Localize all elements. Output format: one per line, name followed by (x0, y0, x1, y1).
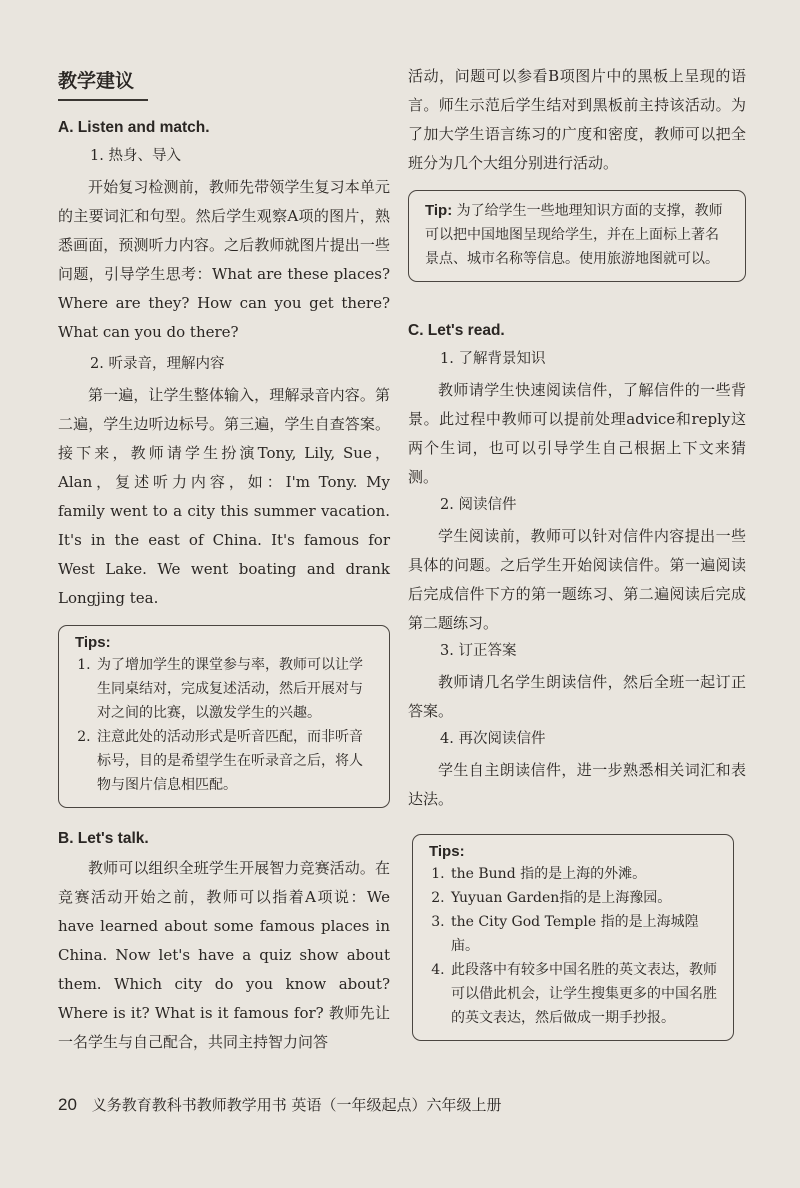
step-a2: 2. 听录音，理解内容 (90, 356, 225, 372)
paragraph-b1: 教师可以组织全班学生开展智力竞赛活动。在竞赛活动开始之前，教师可以指着A项说：We have learned about some famous places in China. Now let's have a quiz show about them. Which city do you know about? Where is it? What is it famous for? 教师先让一名学生与自己配合，共同主持智力问答 (58, 859, 390, 1051)
tip-content (425, 199, 731, 271)
tip-title: Tip: (425, 202, 453, 219)
page-number: 20 (58, 1095, 77, 1114)
tip-box-b (408, 190, 746, 282)
tip-item: 2. 注意此处的活动形式是听音匹配，而非听音标号，目的是希望学生在听录音之后，将人物与图片信息相匹配。 (95, 725, 375, 797)
paragraph-c1: 教师请学生快速阅读信件，了解信件的一些背景。此过程中教师可以提前处理advice和reply这两个生词，也可以引导学生自己根据上下文来猜测。 (408, 381, 746, 486)
paragraph-a1: 开始复习检测前，教师先带领学生复习本单元的主要词汇和句型。然后学生观察A项的图片，熟悉画面，预测听力内容。之后教师就图片提出一些问题，引导学生思考：What are these places? Where are they? How can you get there? What can you do there? (58, 178, 390, 341)
book-title: 义务教育教科书教师教学用书 英语（一年级起点）六年级上册 (91, 1096, 502, 1114)
tip-item: 1. the Bund 指的是上海的外滩。 (449, 862, 719, 886)
step-c2: 2. 阅读信件 (440, 497, 517, 513)
tip-item: 3. the City God Temple 指的是上海城隍庙。 (449, 910, 719, 958)
tip-item: 2. Yuyuan Garden指的是上海豫园。 (449, 886, 719, 910)
tip-item: 1. 为了增加学生的课堂参与率，教师可以让学生同桌结对，完成复述活动，然后开展对与对之间的比赛，以激发学生的兴趣。 (95, 653, 375, 725)
step-c1: 1. 了解背景知识 (440, 351, 546, 367)
paragraph-a2: 第一遍，让学生整体输入，理解录音内容。第二遍，学生边听边标号。第三遍，学生自查答案。接下来，教师请学生扮演Tony, Lily, Sue，Alan，复述听力内容，如：I'm Tony. My family went to a city this summer vacation. It's in the east of China. It's famous for West Lake. We went boating and drank Longjing tea. (58, 386, 390, 607)
paragraph-c2: 学生阅读前，教师可以针对信件内容提出一些具体的问题。之后学生开始阅读信件。第一遍阅读后完成信件下方的第一题练习、第二遍阅读后完成第二题练习。 (408, 527, 746, 632)
tips-title: Tips: (75, 634, 111, 651)
left-column (58, 62, 390, 1057)
section-title: 教学建议 (58, 66, 148, 101)
tips-title: Tips: (429, 843, 465, 860)
tips-list (75, 653, 375, 797)
step-c3: 3. 订正答案 (440, 643, 517, 659)
tips-box-a (58, 625, 390, 808)
heading-c: C. Let's read. (408, 322, 505, 339)
paragraph-c3: 教师请几名学生朗读信件，然后全班一起订正答案。 (408, 673, 746, 720)
heading-b: B. Let's talk. (58, 830, 149, 847)
tips-list (429, 862, 719, 1030)
heading-a: A. Listen and match. (58, 119, 210, 136)
right-column (408, 62, 746, 1059)
paragraph-c4: 学生自主朗读信件，进一步熟悉相关词汇和表达法。 (408, 761, 746, 808)
tip-text: 为了给学生一些地理知识方面的支撑，教师可以把中国地图呈现给学生，并在上面标上著名景点、城市名称等信息。使用旅游地图就可以。 (425, 203, 723, 267)
step-c4: 4. 再次阅读信件 (440, 731, 546, 747)
tip-item: 4. 此段落中有较多中国名胜的英文表达，教师可以借此机会，让学生搜集更多的中国名胜的英文表达，然后做成一期手抄报。 (449, 958, 719, 1030)
tips-box-c (412, 834, 734, 1041)
step-a1: 1. 热身、导入 (90, 148, 181, 164)
paragraph-b-continued: 活动，问题可以参看B项图片中的黑板上呈现的语言。师生示范后学生结对到黑板前主持该活动。为了加大学生语言练习的广度和密度，教师可以把全班分为几个大组分别进行活动。 (408, 67, 746, 172)
page-footer (58, 1094, 501, 1115)
